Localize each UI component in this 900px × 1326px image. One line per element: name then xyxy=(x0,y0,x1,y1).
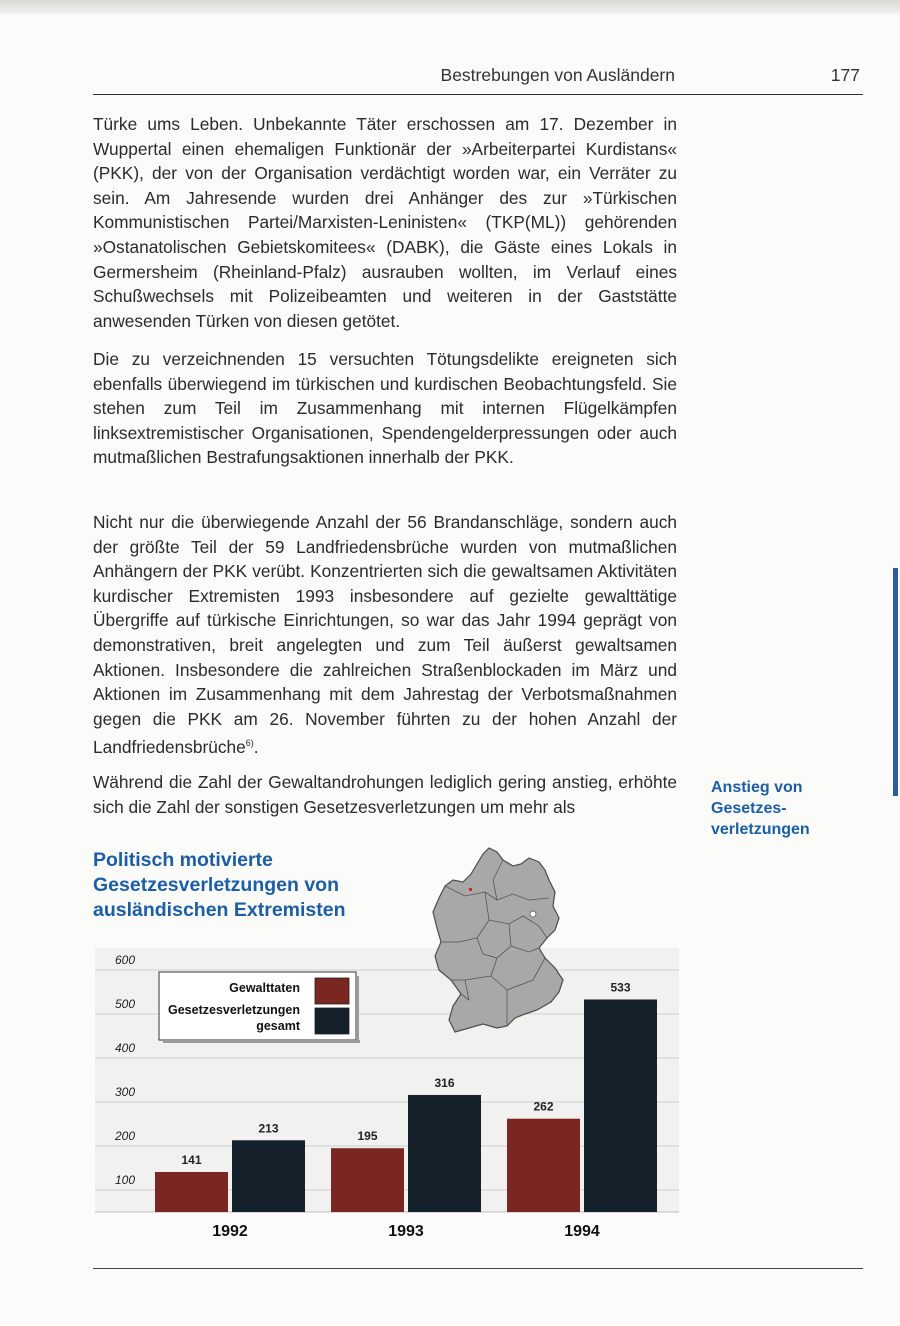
margin-note-line: verletzungen xyxy=(711,821,810,838)
chart-title-line: ausländischen Extremisten xyxy=(93,899,346,921)
legend-label: gesamt xyxy=(256,1019,300,1033)
legend-shadow xyxy=(163,1040,360,1043)
legend-label: Gewalttaten xyxy=(229,981,300,995)
map-city-marker xyxy=(530,911,536,917)
chart-svg xyxy=(93,840,683,1250)
bar-value-label: 213 xyxy=(258,1121,279,1136)
bar xyxy=(155,1172,228,1212)
legend xyxy=(159,972,360,1043)
page-number: 177 xyxy=(830,65,860,85)
paragraph-2: Die zu verzeichnenden 15 versuchten Tötungsdelikte ereigneten sich ebenfalls überwiegend im türkischen und kurdischen Beobachtungsfeld. Sie stehen zum Teil im Zusammenhang mit internen Flügelkämpfen linksextremistischer Organisationen, Spendengelderpressungen oder auch mutmaßlichen Bestrafungsaktionen innerhalb der PKK. xyxy=(93,349,677,468)
x-tick-label: 1992 xyxy=(212,1223,248,1240)
footer-rule xyxy=(93,1268,863,1269)
chart xyxy=(93,840,683,1250)
bar-value-label: 262 xyxy=(533,1099,554,1114)
y-tick-label: 500 xyxy=(115,997,136,1011)
bar-value-label: 195 xyxy=(357,1129,378,1144)
legend-swatch xyxy=(315,1008,349,1034)
legend-shadow xyxy=(356,976,359,1043)
bar xyxy=(331,1148,404,1212)
y-tick-label: 400 xyxy=(115,1041,136,1055)
x-tick-label: 1993 xyxy=(388,1223,424,1240)
bar-value-label: 316 xyxy=(434,1075,455,1090)
footnote-ref[interactable]: 6) xyxy=(245,738,254,749)
legend-swatch xyxy=(315,978,349,1004)
paragraph-3 xyxy=(93,510,677,760)
margin-note xyxy=(711,777,861,840)
paragraph-1: Türke ums Leben. Unbekannte Täter erschossen am 17. Dezember in Wuppertal einen ehemaligen Funktionär der »Arbeiterpartei Kurdistans« (PKK), der von der Organisation verdächtigt worden war, ein Verräter zu sein. Am Jahresende wurden drei Anhänger des zur »Türkischen Kommunistischen Partei/Marxisten-Leninisten« (TKP(ML)) gehörenden »Ostanatolischen Gebietskomitees« (DABK), die Gäste eines Lokals in Germersheim (Rheinland-Pfalz) ausrauben wollten, im Verlauf eines Schußwechsels mit Polizeibeamten und weiteren in der Gaststätte anwesenden Türken von diesen getötet. xyxy=(93,114,677,331)
margin-note-line: Anstieg von xyxy=(711,779,803,796)
y-tick-label: 200 xyxy=(115,1129,136,1143)
scan-top-band xyxy=(0,0,900,14)
header-title: Bestrebungen von Ausländern xyxy=(440,65,675,85)
paragraph-4: Während die Zahl der Gewaltandrohungen lediglich gering anstieg, erhöhte sich die Zahl der sonstigen Gesetzesverletzungen um mehr als xyxy=(93,772,677,817)
y-tick-label: 100 xyxy=(115,1173,136,1187)
x-tick-label: 1994 xyxy=(564,1223,600,1240)
y-tick-label: 600 xyxy=(115,953,136,967)
bar-value-label: 141 xyxy=(181,1152,202,1167)
paragraph-3-text: Nicht nur die überwiegende Anzahl der 56 Brandanschläge, sondern auch der größte Teil der 59 Landfriedensbrüche wurden von mutmaßlichen Anhängern der PKK verübt. Konzentrierten sich die gewaltsamen Aktivitäten kurdischer Extremisten 1993 insbesondere auf gezielte gewalttätige Übergriffe auf türkische Einrichtungen, so war das Jahr 1994 geprägt von demonstrativen, breit angelegten und zum Teil äußerst gewaltsamen Aktionen. Insbesondere die zahlreichen Straßenblockaden im März und Aktionen im Zusammenhang mit dem Jahrestag der Verbotsmaßnahmen gegen die PKK am 26. November führten zu der hohen Anzahl der Landfriedensbrüche xyxy=(93,512,677,758)
page-header xyxy=(93,64,863,95)
bar xyxy=(507,1119,580,1212)
bar xyxy=(232,1140,305,1212)
chart-title-line: Gesetzesverletzungen von xyxy=(93,874,339,896)
bar xyxy=(408,1095,481,1212)
legend-label: Gesetzesverletzungen xyxy=(168,1003,300,1017)
section-marker-bar xyxy=(893,568,898,796)
bar-value-label: 533 xyxy=(610,980,631,995)
margin-note-line: Gesetzes- xyxy=(711,800,787,817)
y-tick-label: 300 xyxy=(115,1085,136,1099)
paragraph-3-end: . xyxy=(253,737,259,758)
chart-title-line: Politisch motivierte xyxy=(93,849,273,871)
bar xyxy=(584,999,657,1212)
x-axis-labels xyxy=(212,1223,600,1240)
map-bremen-marker xyxy=(469,888,472,891)
